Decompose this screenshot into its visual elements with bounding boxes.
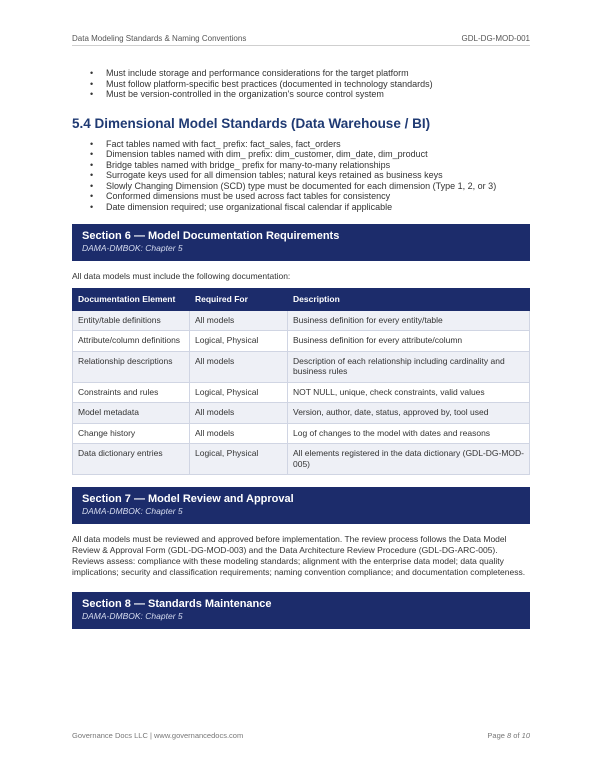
table-cell: Version, author, date, status, approved by, tool used bbox=[288, 403, 530, 424]
table-header-row bbox=[73, 289, 530, 311]
table-cell: Description of each relationship including cardinality and business rules bbox=[288, 351, 530, 382]
table-cell: Relationship descriptions bbox=[73, 351, 190, 382]
header-doc-id: GDL-DG-MOD-001 bbox=[461, 34, 530, 43]
table-row bbox=[73, 423, 530, 444]
table-row bbox=[73, 403, 530, 424]
list-item: • Conformed dimensions must be used across fact tables for consistency bbox=[90, 191, 391, 201]
section-6-intro: All data models must include the following documentation: bbox=[72, 271, 291, 281]
table-cell: Attribute/column definitions bbox=[73, 331, 190, 352]
section-7-subtitle: DAMA-DMBOK: Chapter 5 bbox=[82, 506, 183, 516]
bullet-icon: • bbox=[90, 170, 94, 180]
list-item: • Must be version-controlled in the organization's source control system bbox=[90, 89, 384, 99]
table-cell: All models bbox=[190, 351, 288, 382]
page-footer bbox=[72, 731, 530, 740]
list-item: • Must include storage and performance considerations for the target platform bbox=[90, 68, 409, 78]
section-8-subtitle: DAMA-DMBOK: Chapter 5 bbox=[82, 611, 183, 621]
table-cell: All models bbox=[190, 423, 288, 444]
section-7-body: All data models must be reviewed and approved before implementation. The review process follows the Data Model Review & Approval Form (GDL-DG-MOD-003) and the Data Architecture Review Procedure (GDL-DG-ARC-005). Reviews assess: compliance with these modeling standards; alignment with the enterprise data model; data quality implications; security and classification requirements; naming convention compliance; and documentation completeness. bbox=[72, 534, 526, 577]
column-header: Required For bbox=[190, 289, 288, 311]
section-8-banner bbox=[72, 592, 530, 629]
bullet-icon: • bbox=[90, 180, 94, 191]
table-row bbox=[73, 444, 530, 475]
bullet-icon: • bbox=[90, 78, 94, 89]
dimensional-standards-heading: 5.4 Dimensional Model Standards (Data Warehouse / BI) bbox=[72, 115, 431, 131]
table-cell: All models bbox=[190, 403, 288, 424]
bullet-icon: • bbox=[90, 68, 94, 78]
list-item: • Bridge tables named with bridge_ prefix for many-to-many relationships bbox=[90, 159, 391, 170]
table-cell: All elements registered in the data dictionary (GDL-DG-MOD-005) bbox=[288, 444, 530, 475]
table-cell: All models bbox=[190, 310, 288, 331]
list-item: • Fact tables named with fact_ prefix: fact_sales, fact_orders bbox=[90, 138, 341, 149]
page-content bbox=[72, 68, 530, 629]
page-header bbox=[72, 34, 530, 46]
table-cell: Logical, Physical bbox=[190, 382, 288, 403]
section-6-title: Section 6 — Model Documentation Requirements bbox=[82, 230, 340, 242]
page-total: 10 bbox=[521, 731, 530, 740]
bullet-icon: • bbox=[90, 138, 94, 149]
table-cell: Entity/table definitions bbox=[73, 310, 190, 331]
column-header: Description bbox=[288, 289, 530, 311]
table-cell: Model metadata bbox=[73, 403, 190, 424]
list-item: • Dimension tables named with dim_ prefix: dim_customer, dim_date, dim_product bbox=[90, 149, 428, 159]
list-item: • Slowly Changing Dimension (SCD) type must be documented for each dimension (Type 1, 2, or 3) bbox=[90, 180, 497, 191]
table-cell: Business definition for every attribute/column bbox=[288, 331, 530, 352]
table-row bbox=[73, 331, 530, 352]
bullet-icon: • bbox=[90, 149, 94, 159]
table-row bbox=[73, 351, 530, 382]
table-cell: NOT NULL, unique, check constraints, valid values bbox=[288, 382, 530, 403]
list-item: • Date dimension required; use organizational fiscal calendar if applicable bbox=[90, 201, 393, 212]
documentation-table bbox=[72, 288, 530, 475]
dimensional-bullet-list bbox=[72, 139, 530, 213]
table-cell: Log of changes to the model with dates and reasons bbox=[288, 423, 530, 444]
bullet-icon: • bbox=[90, 89, 94, 99]
section-7-title: Section 7 — Model Review and Approval bbox=[82, 493, 294, 505]
section-6-subtitle: DAMA-DMBOK: Chapter 5 bbox=[82, 243, 183, 253]
top-bullet-list bbox=[72, 68, 530, 100]
table-cell: Logical, Physical bbox=[190, 331, 288, 352]
table-cell: Data dictionary entries bbox=[73, 444, 190, 475]
table-cell: Logical, Physical bbox=[190, 444, 288, 475]
table-cell: Business definition for every entity/table bbox=[288, 310, 530, 331]
table-cell: Change history bbox=[73, 423, 190, 444]
section-6-banner bbox=[72, 224, 530, 261]
table-row bbox=[73, 310, 530, 331]
bullet-icon: • bbox=[90, 201, 94, 212]
list-item: • Must follow platform-specific best practices (documented in technology standards) bbox=[90, 78, 433, 89]
header-title: Data Modeling Standards & Naming Conventions bbox=[72, 34, 247, 43]
table-cell: Constraints and rules bbox=[73, 382, 190, 403]
section-7-banner bbox=[72, 487, 530, 524]
column-header: Documentation Element bbox=[73, 289, 190, 311]
bullet-icon: • bbox=[90, 191, 94, 201]
list-item: • Surrogate keys used for all dimension tables; natural keys retained as business keys bbox=[90, 170, 443, 180]
footer-company: Governance Docs LLC | www.governancedocs.com bbox=[72, 731, 244, 740]
page-number: Page 8 of 10 bbox=[487, 731, 530, 740]
bullet-icon: • bbox=[90, 159, 94, 170]
section-8-title: Section 8 — Standards Maintenance bbox=[82, 598, 272, 610]
table-row bbox=[73, 382, 530, 403]
page-current: 8 bbox=[507, 731, 512, 740]
